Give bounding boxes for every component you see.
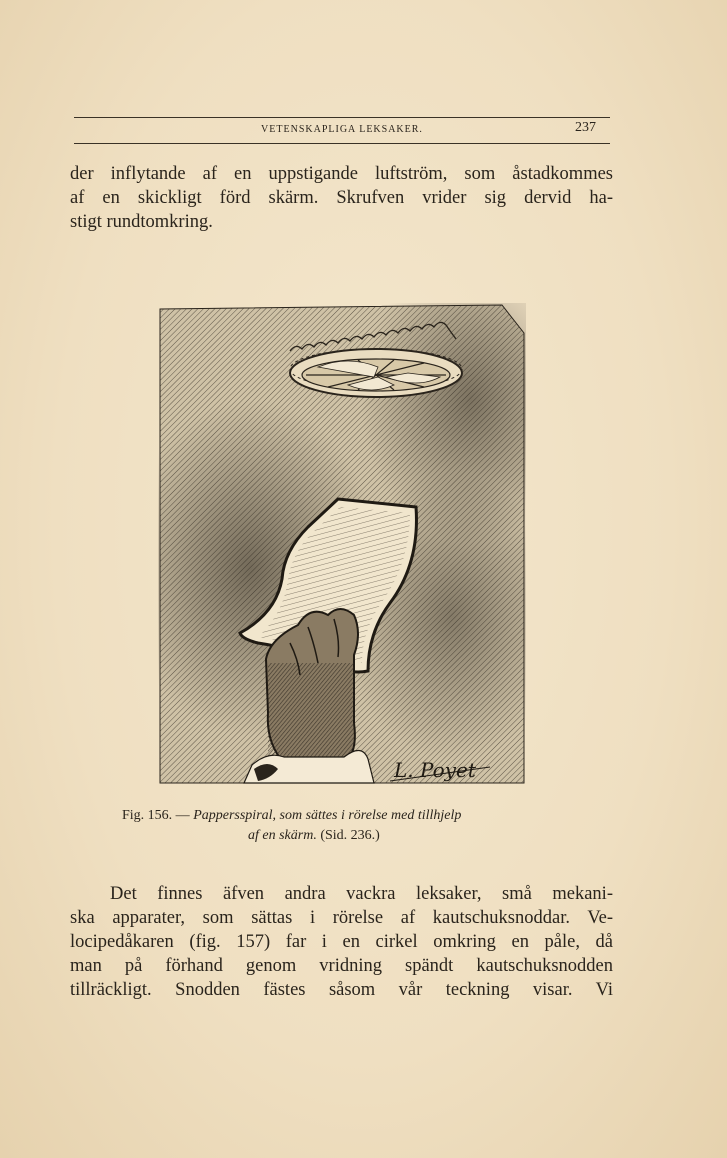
running-head [74,122,610,140]
svg-text:L. Poyet: L. Poyet [394,758,476,782]
running-title: VETENSKAPLIGA LEKSAKER. [261,124,423,135]
header-rule-top [74,117,610,118]
paragraph-line: der inflytande af en uppstigande luftström, som åstadkommes [70,164,613,184]
paragraph-line: Det finnes äfven andra vackra leksaker, små mekani- [110,884,613,904]
paragraph-line: locipedåkaren (fig. 157) far i en cirkel omkring en påle, då [70,932,613,952]
caption-text: Pappersspiral, som sättes i rörelse med tillhjelp [193,808,462,823]
header-rule-bottom [74,143,610,144]
figure-illustration [158,303,526,785]
paragraph-2 [70,882,613,1002]
paragraph-line: ska apparater, som sättas i rörelse af kautschuksnoddar. Ve- [70,908,613,928]
paragraph-line: tillräckligt. Snodden fästes såsom vår teckning visar. Vi [70,980,613,1000]
caption-reference: (Sid. 236.) [320,828,380,843]
caption-text-cont: af en skärm. [248,828,317,843]
caption-label: Fig. 156. — [122,808,190,823]
paragraph-1 [70,162,613,234]
paragraph-line: man på förhand genom vridning spändt kautschuksnodden [70,956,613,976]
artist-signature [390,758,490,782]
paragraph-line: af en skickligt förd skärm. Skrufven vrider sig dervid ha- [70,188,613,208]
paragraph-line: stigt rundtomkring. [70,212,213,232]
engraving-paper-spiral [158,303,526,785]
figure-caption [100,806,620,846]
page-number: 237 [575,120,596,135]
